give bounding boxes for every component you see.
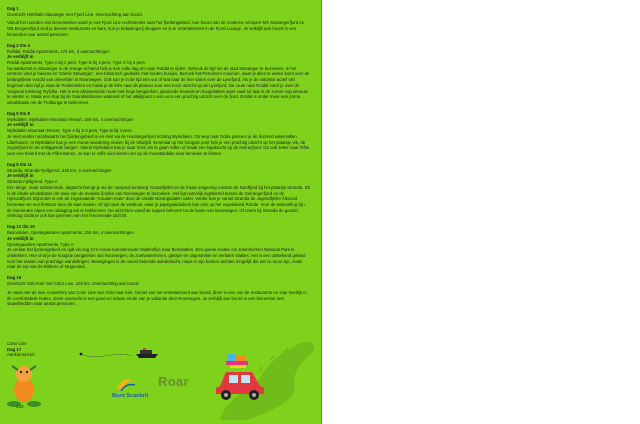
- roar-logo: Roar: [158, 374, 189, 389]
- day-16-section: [7, 275, 310, 307]
- day-5-stay-label: Je verblijft in: [7, 122, 34, 128]
- car-window-right: [241, 375, 250, 383]
- day-9-stay-text: Stranda Fjellgrend, Type A: [7, 179, 58, 185]
- day-2-paragraph: Na aankomst in Stavanger in de vroege ochtend heb je een volle dag om naar Roldal te rijden. Gebruik de tijd om de stad Stavanger te bezoeken. In het centrum vind je havens en 'Gamle Stavanger', een historisch gedeelte met houten huisjes. Bezoek het Petroleum museum, waar je alles te weten komt over de belangrijkste vondst van olievelden in Noorwegen. Ook kan je in de tijd een uur of wat naar de hier varen over de Lysefjord. Als je de vakantie actief wilt beginnen dan rijd je naar de Preikestolen en maak je de klim naar dit plateau voor een mooi uitzicht op de Lysefjord. De route naar Roldal voert je over de 'nasjonal turistveg' Ryfylke. Het is een afwisselende route met hoge bergpieken, glooiende heuvels en hoogvlaktes waar vaak tot laat in de zomer nog sneeuw te vinden is. Maak een stop bij de Svandalsfossen waterval of het uitkijkpunt Lovra voor een prachtig uitzicht over de fjord. Roldal is onder meer een prima uitvalsbasis om de Trolltunga te bekimmen.: [7, 65, 310, 105]
- day-17-text: Aankomst Kiel.: [7, 352, 36, 358]
- mascot-illustration: [4, 360, 44, 408]
- day-2-stay-text: Roldal Apartments, Type A bij 2 pers, Type B bij 3 pers, Type C bij 4 pers.: [7, 60, 147, 66]
- brand-logo: [113, 375, 137, 393]
- itinerary-text: [7, 6, 310, 307]
- luggage-yellow: [230, 365, 246, 368]
- day-12-stay-label: Je verblijft in: [7, 235, 34, 241]
- day-1-section: [7, 6, 310, 38]
- car-body: [216, 372, 264, 394]
- day-9-paragraph: Een lange, maar schitterende, dagtocht brengt je via de 'nasjonal turistveg' Gaularfjellet en de fraaie omgeving rondom de Nordfjord bij het plaatsje Stranda. Dit is de ideale uitvalsbasis om twee van de mooiste fjorden van Noorwegen te bezoeken. Het ligt namelijk ingeklemd tussen de Geirangerfjord en de Hjørundfjord. Bijzonder is ook de zogenaamde 'Gouden route' door de smalle Norangsdalen vallei. Verder kan je vanuit Stranda de Jugendfjellet Ålesund bezoeken en een fietstour door de stad maken. Of rijd naar de vestkust, waar je papegaaiduikers kan zien op het vogeleiland Runde. Voor de actievellng zijn de Sunnmøre Alpen een uitdaging om te beklimmen. De uitzichten vanaf de toppen behoren tot de beste van Noorwegen. Of neem bij Stranda de gondel omhoog zodat je ook kan genieten van het fenomenale uitzicht.: [7, 184, 310, 219]
- day-9-stay-label: Je verblijft in: [7, 173, 34, 179]
- day-5-stay-text: Myrkdalen Mountain Resort, Type A bij 2-3 pers, Type B bij 4 pers.: [7, 128, 133, 134]
- day-12-summary: Beitostølen, Gjestegaarden Apartments, 315 km, 4 overnachtingen: [7, 230, 134, 236]
- day-16-paragraph: Je vaart met de luxe cruiseferry van Color Line van Oslo naar Kiel. Geniet van het entertainment aan boord, diner in een van de restaurants en stap heerlijk in de comfortabele hutten. Deze overtocht is een goed en relaxte einde van je vakantie door Noorwegen. Je verblijft aan boord in een binnenhut met stapelbedden naar aantal personen.: [7, 289, 307, 307]
- page-number: 120: [16, 404, 24, 409]
- day-9-summary: Stranda, Stranda Fjellgrend, 325 km, 3 overnachtingen: [7, 167, 112, 173]
- day-16-summary: Overtocht Oslo-Kiel met Color Line, 225 km. Overnachting aan boord.: [7, 281, 140, 287]
- day-9-section: [7, 162, 310, 219]
- day-1-summary: Overtocht Hirtshals-Stavanger met Fjord Line. Overnachting aan boord.: [7, 11, 143, 17]
- day-17-heading: Dag 17: [7, 346, 22, 352]
- route-dots: [81, 354, 133, 357]
- day-2-summary: Rolfdal, Roldal Apartments, 175 km, 3 overnachtingen: [7, 48, 110, 54]
- day-5-heading: Dag 5 t/m 8: [7, 111, 30, 117]
- day-12-paragraph: Je verlaat het fjordengebied en rijdt via nog zo'n mooie toeristenroute Valdresflya naar Beitostølen. Een goede locatie om Jotunheimen National Park te ontdekken. Hier vind je de hoogste bergpieken van Noorwegen, de zoetwatermeren, gletsjer en uitgestrekte en verlaten vlaktes. Het is een uitstekend gebied voor het maken van prachtige wandelingen. Bewegingen is de meest bekende wandeltocht, maar er zijn kortere tochten mogelijk die net zo mooi zijn, zoals naar de top van de Bitihorn of Mugnetind.: [7, 247, 306, 270]
- final-day-block: [7, 341, 36, 358]
- day-16-heading: Dag 16: [7, 275, 22, 281]
- day-2-stay-label: Je verblijft in: [7, 54, 34, 60]
- luggage-blue: [228, 354, 236, 361]
- day-5-summary: Myrkdalen, Myrkdalen Mountain Resort, 165 km, 4 overnachtingen: [7, 116, 134, 122]
- route-illustration: [78, 344, 168, 366]
- day-2-section: [7, 43, 310, 106]
- day-9-heading: Dag 9 t/m 11: [7, 162, 33, 168]
- day-2-heading: Dag 2 t/m 4: [7, 42, 30, 48]
- day-12-heading: Dag 12 t/m 15: [7, 224, 35, 230]
- car-window-left: [229, 375, 238, 383]
- day-5-section: [7, 111, 310, 157]
- day-1-heading: Dag 1: [7, 6, 19, 11]
- day-5-paragraph: Je reist verder noordwaarts het fjordengebied in en reist via de Hardangerfjord richting Myrkdalen. Op weg naar Odda passeer je de duizend watervallen Låtefossen. In Myrkdalen kan je een mooie wandeling maken bij de Vikafjell. Eenmaal op het hoogste punt heb je een prachtig uitzicht op het plaatsje Vik, de Sognefjord en de omliggende bergen. Vanuit Myrkdalen kan je naar Voss om te gaan raften of maak een kajaktocht op de Nærøyfjord. Ga ook zeker naar Flåm voor een treinrit met de Flåm Banen. Je kan er zelfs voor kiezen om op de mountainbike naar beneden te fietsen.: [7, 133, 310, 156]
- page-edge: [321, 0, 322, 424]
- color-line-label: Color Line: [7, 341, 27, 346]
- car-illustration: [212, 352, 268, 404]
- day-12-section: [7, 224, 310, 270]
- ferry-icon: [136, 348, 158, 358]
- luggage-pink: [226, 361, 248, 365]
- brand-name: Buro Scanbrit: [112, 393, 149, 399]
- day-1-paragraph: Vanuit het noorden van Denemarken vaart je met Fjord Line rechtstreeks naar het fjordengebied. Aan boord van de moderne schepen MS Stavangerfjord en MS Bergensfjord vind je diverse restaurants en bars, kun je belastingvrij shoppen en is er entertainment in de Fjord Lounge. Je verblijft aan boord in een binnenhut naar aantal personen.: [7, 20, 305, 37]
- day-12-stay-text: Gjestegaarden Apartments, Type A: [7, 241, 74, 247]
